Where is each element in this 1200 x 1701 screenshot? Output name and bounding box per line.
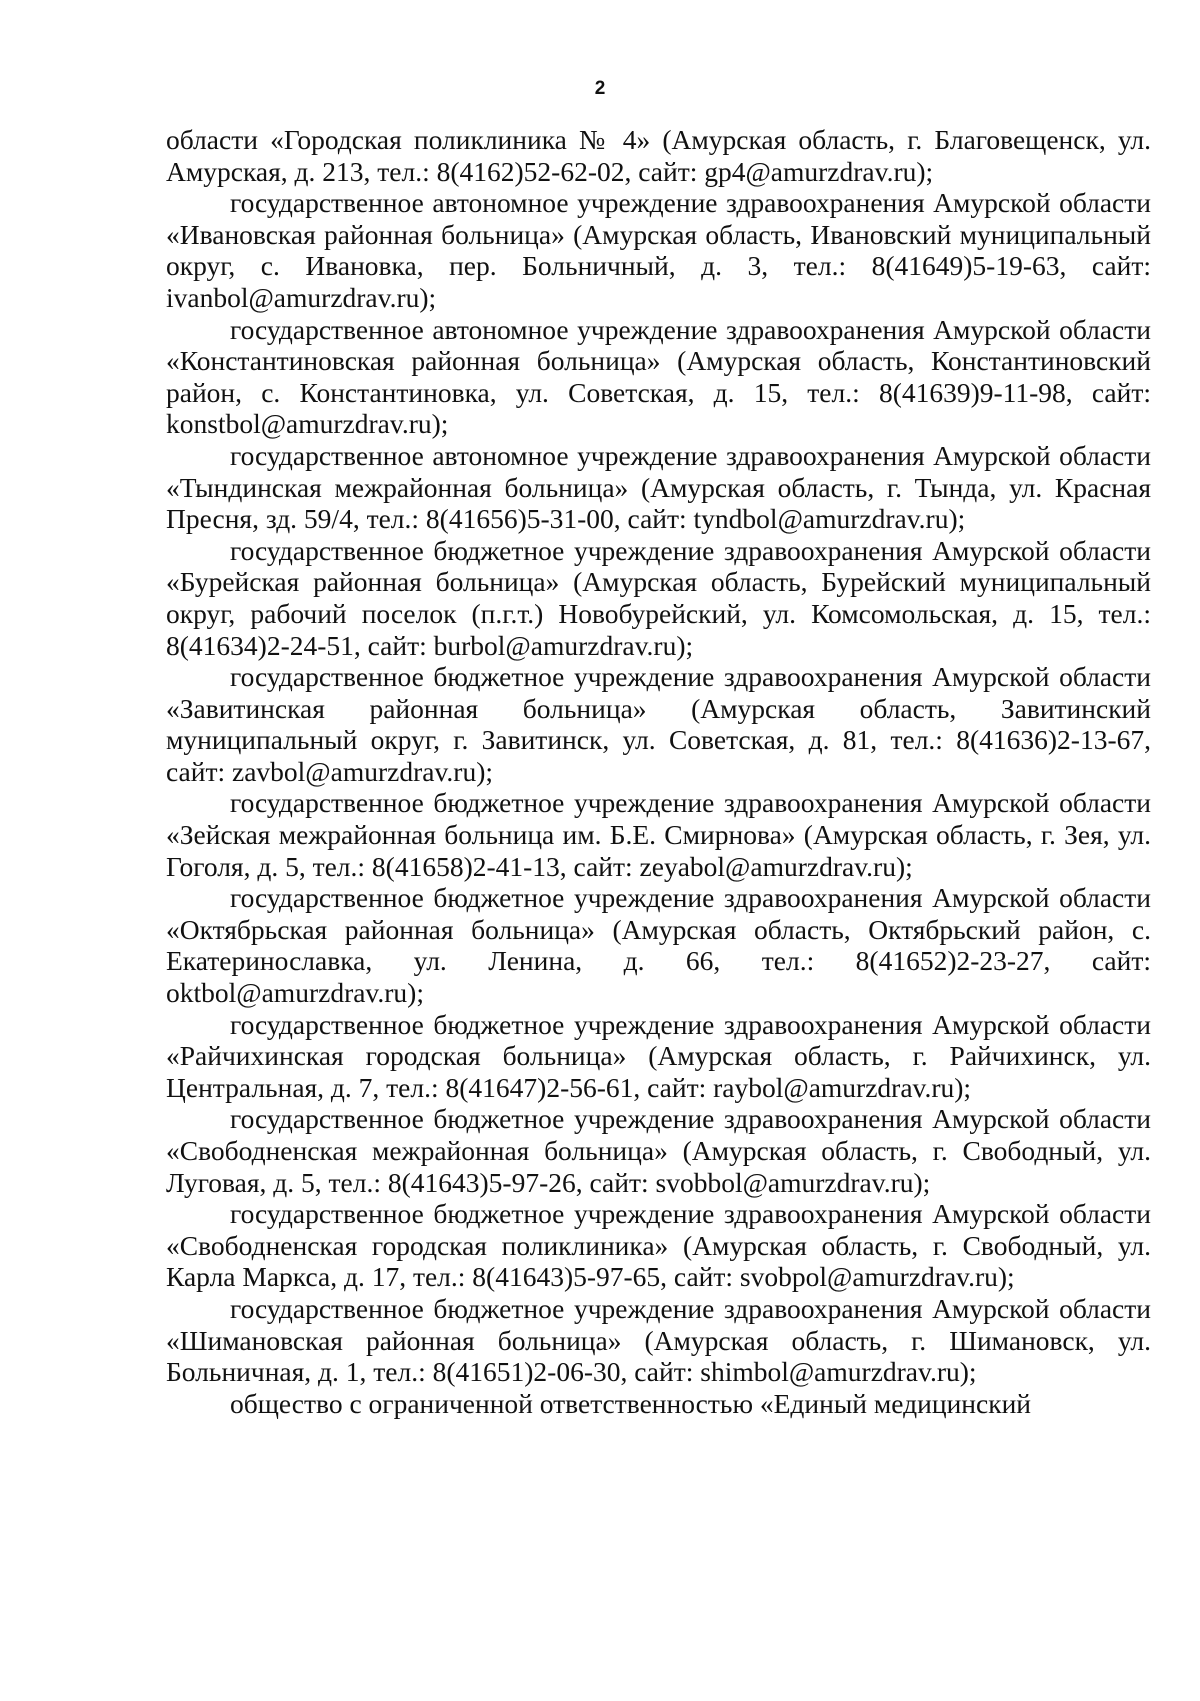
paragraph-llc: общество с ограниченной ответственностью «Единый медицинский (230, 1387, 1032, 1419)
document-body (166, 124, 1151, 1419)
paragraph-gp4: области «Городская поликлиника № 4» (Амурская область, г. Благовещенск, ул. Амурская, д. 213, тел.: 8(4162)52-62-02, сайт: gp4@amurzdrav.ru); (166, 124, 1151, 187)
paragraph-zeya: государственное бюджетное учреждение здравоохранения Амурской области «Зейская межрайонная больница им. Б.Е. Смирнова» (Амурская область, г. Зея, ул. Гоголя, д. 5, тел.: 8(41658)2-41-13, сайт: zeyabol@amurzdrav.ru); (166, 787, 1151, 882)
paragraph-zavitinsk: государственное бюджетное учреждение здравоохранения Амурской области «Завитинская районная больница» (Амурская область, Завитинский муниципальный округ, г. Завитинск, ул. Советская, д. 81, тел.: 8(41636)2-13-67, сайт: zavbol@amurzdrav.ru); (166, 661, 1151, 787)
paragraph-bureya: государственное бюджетное учреждение здравоохранения Амурской области «Бурейская районная больница» (Амурская область, Бурейский муниципальный округ, рабочий поселок (п.г.т.) Новобурейский, ул. Комсомольская, д. 15, тел.: 8(41634)2-24-51, сайт: burbol@amurzdrav.ru); (166, 534, 1151, 661)
paragraph-tynda: государственное автономное учреждение здравоохранения Амурской области «Тындинская межрайонная больница» (Амурская область, г. Тында, ул. Красная Пресня, зд. 59/4, тел.: 8(41656)5-31-00, сайт: tyndbol@amurzdrav.ru); (166, 439, 1151, 535)
paragraph-oktyabrsky: государственное бюджетное учреждение здравоохранения Амурской области «Октябрьская районная больница» (Амурская область, Октябрьский район, с. Екатеринославка, ул. Ленина, д. 66, тел.: 8(41652)2-23-27, сайт: oktbol@amurzdrav.ru); (166, 882, 1151, 1009)
paragraph-svobodny-hospital: государственное бюджетное учреждение здравоохранения Амурской области «Свободненская межрайонная больница» (Амурская область, г. Свободный, ул. Луговая, д. 5, тел.: 8(41643)5-97-26, сайт: svobbol@amurzdrav.ru); (166, 1103, 1151, 1198)
paragraph-svobodny-polyclinic: государственное бюджетное учреждение здравоохранения Амурской области «Свободненская городская поликлиника» (Амурская область, г. Свободный, ул. Карла Маркса, д. 17, тел.: 8(41643)5-97-65, сайт: svobpol@amurzdrav.ru); (166, 1198, 1151, 1293)
paragraph-shimanovsk: государственное бюджетное учреждение здравоохранения Амурской области «Шимановская районная больница» (Амурская область, г. Шимановск, ул. Больничная, д. 1, тел.: 8(41651)2-06-30, сайт: shimbol@amurzdrav.ru); (166, 1292, 1151, 1388)
paragraph-raychikhinsk: государственное бюджетное учреждение здравоохранения Амурской области «Райчихинская городская больница» (Амурская область, г. Райчихинск, ул. Центральная, д. 7, тел.: 8(41647)2-56-61, сайт: raybol@amurzdrav.ru); (166, 1008, 1151, 1103)
paragraph-ivanovka: государственное автономное учреждение здравоохранения Амурской области «Ивановская районная больница» (Амурская область, Ивановский муниципальный округ, с. Ивановка, пер. Больничный, д. 3, тел.: 8(41649)5-19-63, сайт: ivanbol@amurzdrav.ru); (166, 187, 1151, 313)
page-number: 2 (594, 78, 606, 99)
paragraph-konstantinovka: государственное автономное учреждение здравоохранения Амурской области «Константиновская районная больница» (Амурская область, Константиновский район, с. Константиновка, ул. Советская, д. 15, тел.: 8(41639)9-11-98, сайт: konstbol@amurzdrav.ru); (166, 313, 1151, 440)
